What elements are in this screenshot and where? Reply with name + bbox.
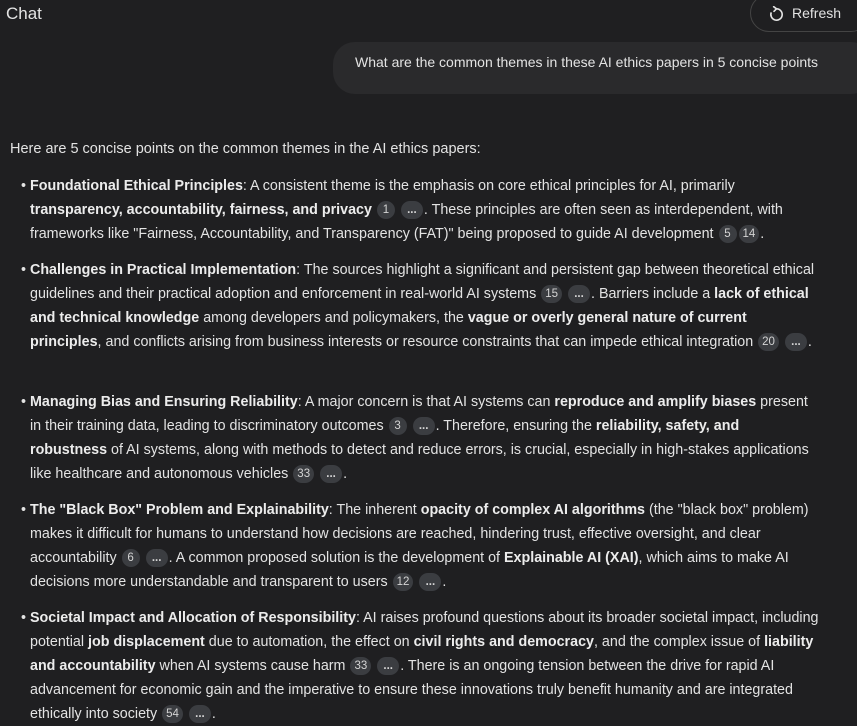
bullet: • bbox=[21, 262, 27, 278]
citation-chip[interactable]: 6 bbox=[122, 549, 140, 567]
citation-chip[interactable]: 15 bbox=[541, 285, 562, 303]
citation-chip[interactable]: 54 bbox=[162, 705, 183, 723]
bullet: • bbox=[21, 178, 27, 194]
point-heading: Challenges in Practical Implementation bbox=[30, 262, 297, 278]
more-citations-chip[interactable]: ... bbox=[419, 573, 441, 591]
more-citations-chip[interactable]: ... bbox=[568, 285, 590, 303]
bullet: • bbox=[21, 610, 27, 626]
response-intro: Here are 5 concise points on the common themes in the AI ethics papers: bbox=[10, 141, 481, 157]
citation-chip[interactable]: 33 bbox=[293, 465, 314, 483]
theme-point-3: • Managing Bias and Ensuring Reliability: A major concern is that AI systems can reproduce and amplify biases present in their training data, leading to discriminatory outcomes 3 ... . Therefore, ensuring the reliability, safety, and robustness of AI systems, along with methods to detect and reduce errors, is crucial, especially in high-stakes applications like healthcare and autonomous vehicles 33 ... . bbox=[30, 390, 820, 486]
chat-header bbox=[0, 0, 857, 30]
citation-chip[interactable]: 5 bbox=[719, 225, 737, 243]
refresh-button[interactable] bbox=[750, 0, 857, 32]
more-citations-chip[interactable]: ... bbox=[320, 465, 342, 483]
theme-point-4: • The "Black Box" Problem and Explainability: The inherent opacity of complex AI algorithms (the "black box" problem) makes it difficult for humans to understand how decisions are reached, hindering trust, effective oversight, and clear accountability 6 ... . A common proposed solution is the development of Explainable AI (XAI), which aims to make AI decisions more understandable and transparent to users 12 ... . bbox=[30, 498, 820, 594]
theme-point-2: • Challenges in Practical Implementation: The sources highlight a significant and persistent gap between theoretical ethical guidelines and their practical adoption and enforcement in real-world AI systems 15 ... . Barriers include a lack of ethical and technical knowledge among developers and policymakers, the vague or overly general nature of current principles, and conflicts arising from business interests or resource constraints that can impede ethical integration 20 ... . bbox=[30, 258, 820, 354]
more-citations-chip[interactable]: ... bbox=[413, 417, 435, 435]
user-message-text: What are the common themes in these AI ethics papers in 5 concise points bbox=[355, 54, 819, 70]
citation-chip[interactable]: 1 bbox=[377, 201, 395, 219]
citation-chip[interactable]: 3 bbox=[389, 417, 407, 435]
point-heading: Societal Impact and Allocation of Responsibility bbox=[30, 610, 356, 626]
theme-point-5: • Societal Impact and Allocation of Responsibility: AI raises profound questions about its broader societal impact, including potential job displacement due to automation, the effect on civil rights and democracy, and the complex issue of liability and accountability when AI systems cause harm 33 ... . There is an ongoing tension between the drive for rapid AI advancement for economic gain and the imperative to ensure these innovations truly benefit humanity and are integrated ethically into society 54 ... . bbox=[30, 606, 820, 726]
point-heading: The "Black Box" Problem and Explainability bbox=[30, 502, 329, 518]
citation-chip[interactable]: 12 bbox=[393, 573, 414, 591]
bullet: • bbox=[21, 502, 27, 518]
citation-chip[interactable]: 33 bbox=[350, 657, 371, 675]
more-citations-chip[interactable]: ... bbox=[401, 201, 423, 219]
refresh-label: Refresh bbox=[792, 5, 842, 21]
citation-chip[interactable]: 20 bbox=[758, 333, 779, 351]
point-heading: Foundational Ethical Principles bbox=[30, 178, 243, 194]
bullet: • bbox=[21, 394, 27, 410]
user-message-bubble bbox=[333, 42, 857, 94]
more-citations-chip[interactable]: ... bbox=[785, 333, 807, 351]
theme-point-1: • Foundational Ethical Principles: A consistent theme is the emphasis on core ethical principles for AI, primarily transparency, accountability, fairness, and privacy 1 ... . These principles are often seen as interdependent, with frameworks like "Fairness, Accountability, and Transparency (FAT)" being proposed to guide AI development 5 14 . bbox=[30, 174, 820, 246]
point-heading: Managing Bias and Ensuring Reliability bbox=[30, 394, 298, 410]
chat-title: Chat bbox=[6, 4, 42, 23]
more-citations-chip[interactable]: ... bbox=[189, 705, 211, 723]
more-citations-chip[interactable]: ... bbox=[146, 549, 168, 567]
more-citations-chip[interactable]: ... bbox=[377, 657, 399, 675]
refresh-icon bbox=[768, 6, 785, 23]
citation-chip[interactable]: 14 bbox=[739, 225, 760, 243]
